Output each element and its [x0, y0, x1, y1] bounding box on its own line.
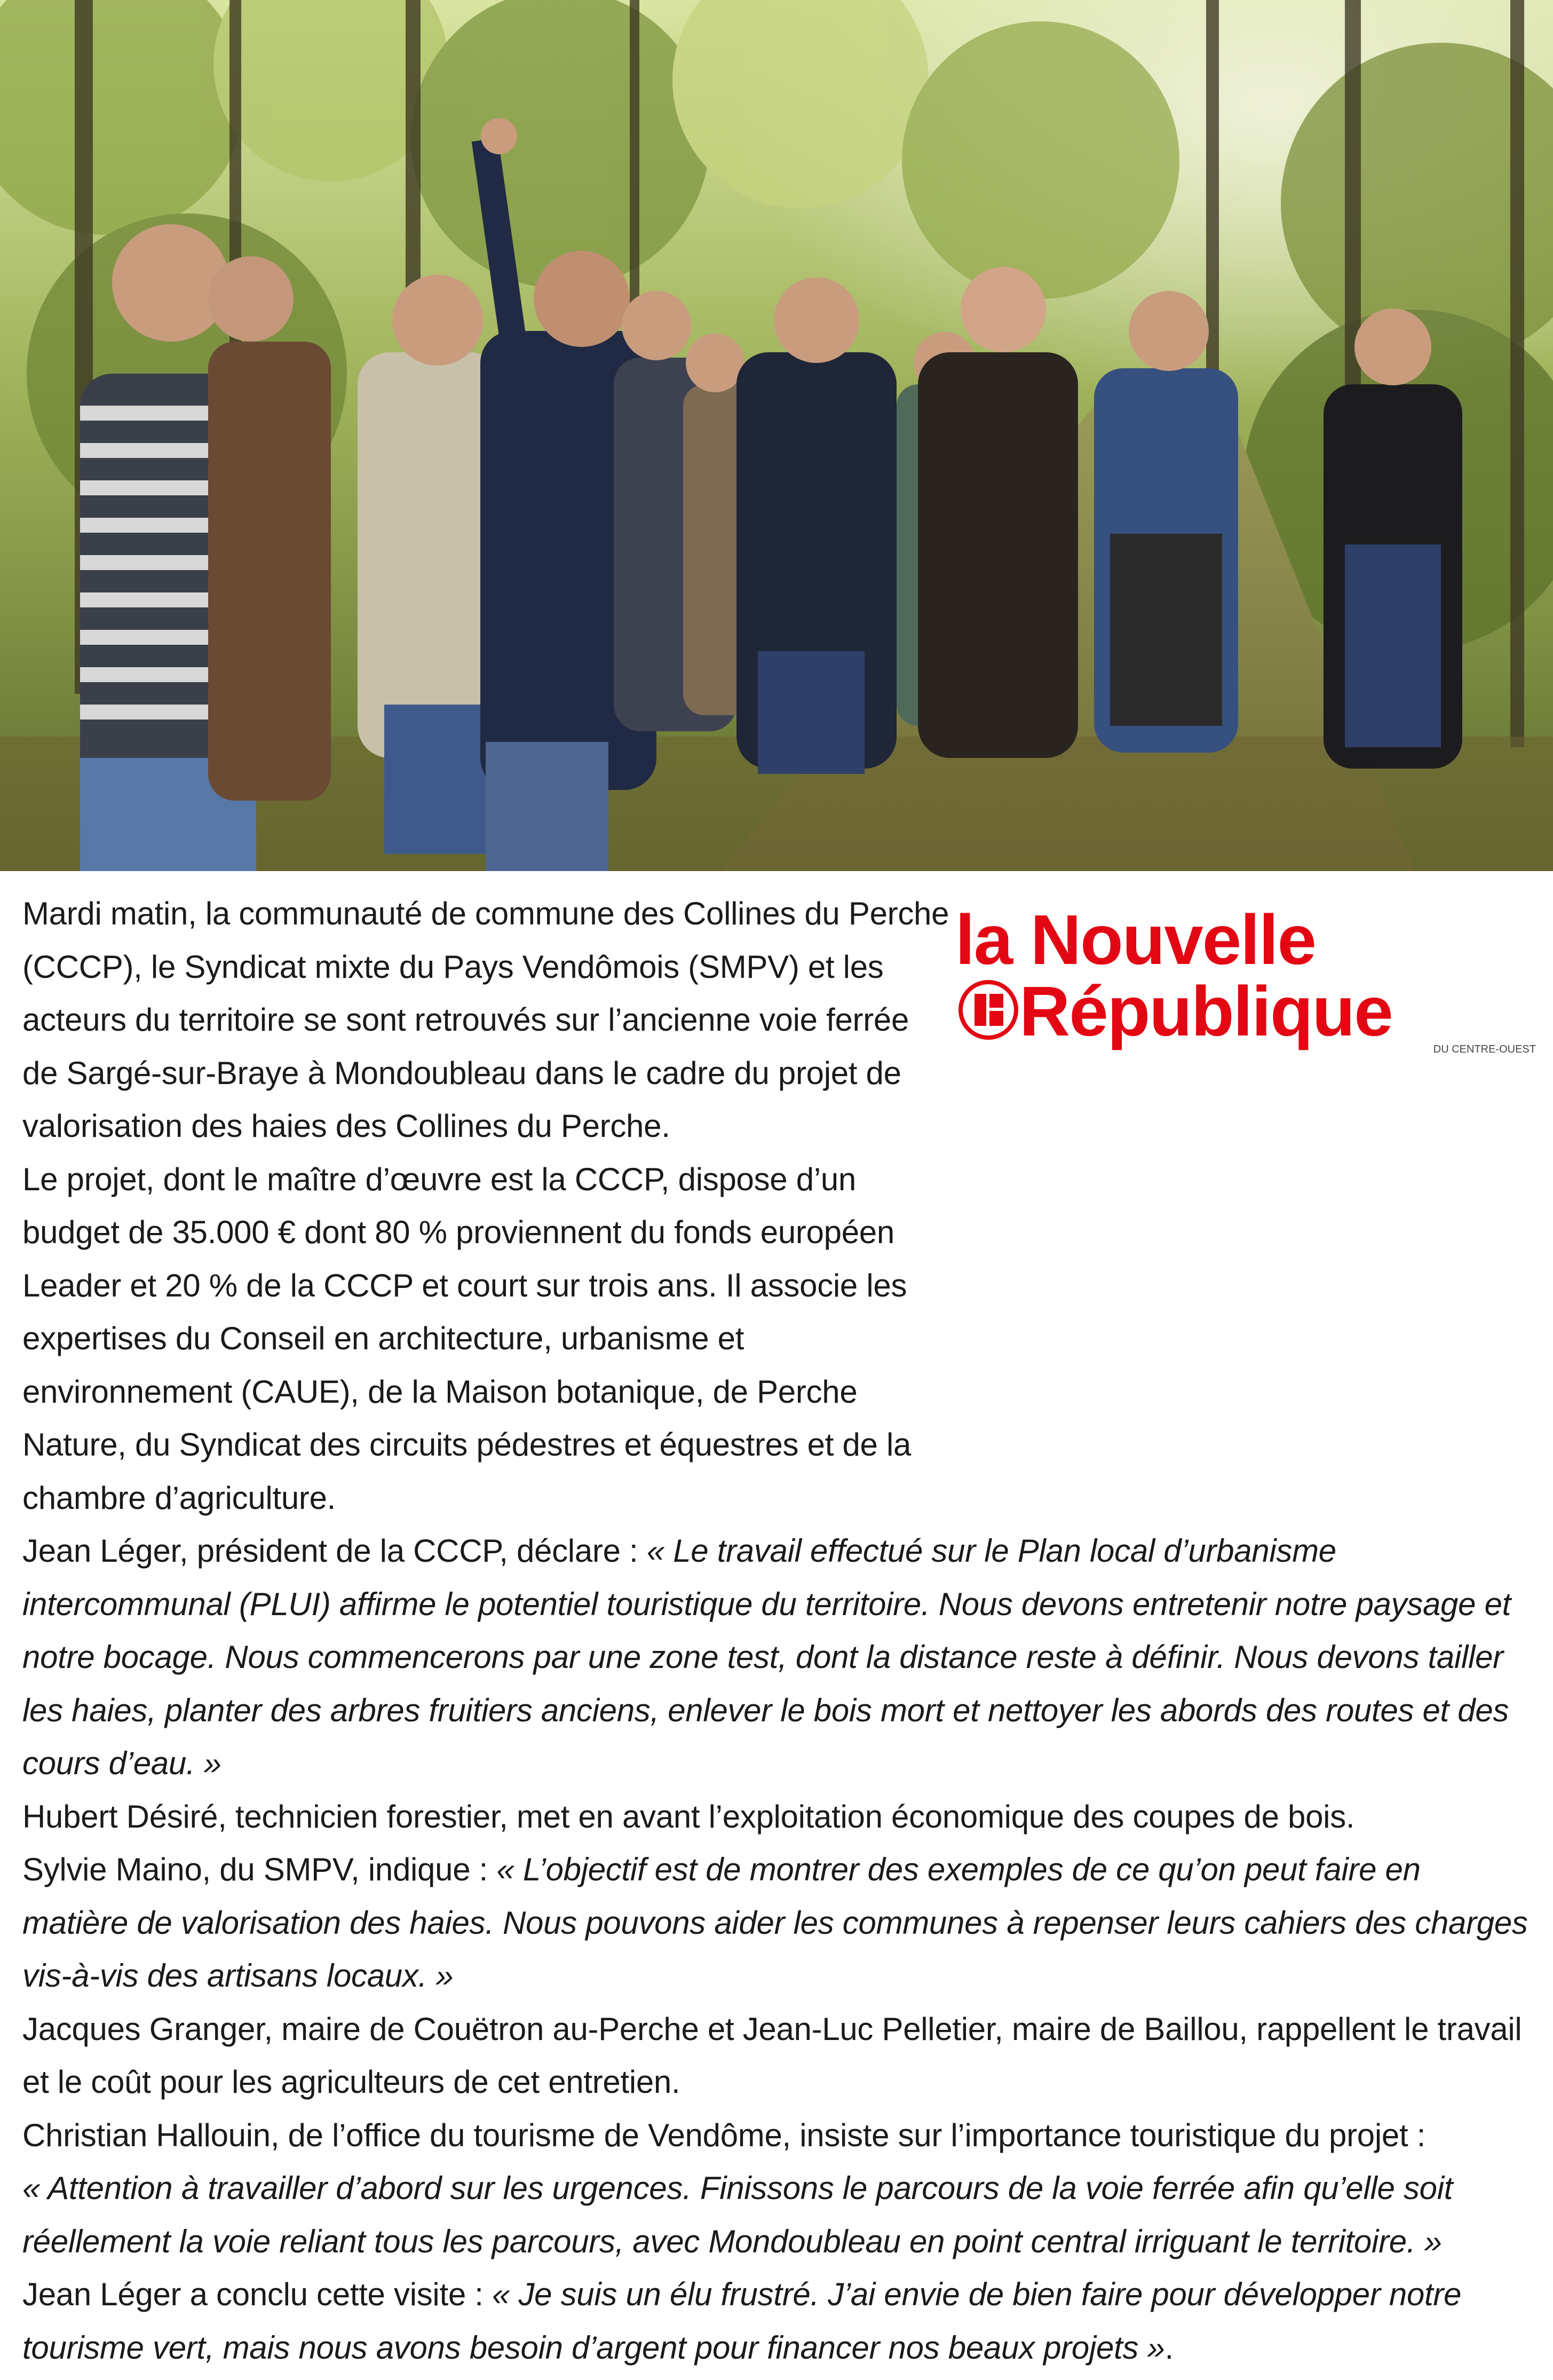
speaker-intro: Jean Léger, président de la CCCP, déclare : — [22, 1533, 647, 1569]
speaker-intro: Christian Hallouin, de l’office du tourisme de Vendôme, insiste sur l’importance touristique du projet : — [22, 2117, 1426, 2153]
logo-line2: République — [1019, 972, 1392, 1050]
paragraph-budget: Le projet, dont le maître d’œuvre est la CCCP, dispose d’un budget de 35.000 € dont 80 % proviennent du fonds européen Leader et 20 % de la CCCP et court sur trois ans. Il associe les expertises du Conseil en architecture, urbanisme et environnement (CAUE), de la Maison botanique, de Perche Nature, du Syndicat des circuits pédestres et équestres et de la chambre d’agriculture. — [22, 1161, 912, 1516]
closing-punctuation: . — [1164, 2329, 1174, 2366]
logo-subline: DU CENTRE-OUEST — [1433, 1043, 1536, 1055]
speaker-intro: Jean Léger a conclu cette visite : — [22, 2276, 493, 2312]
paragraph-conclusion — [22, 2268, 1533, 2374]
paragraph-jean-leger — [22, 1524, 1533, 1790]
paragraph-christian-hallouin — [22, 2109, 1533, 2268]
quote: « Attention à travailler d’abord sur les urgences. Finissons le parcours de la voie ferrée afin qu’elle soit réellement la voie reliant tous les parcours, avec Mondoubleau en point central irriguant le territoire. » — [22, 2170, 1453, 2259]
paragraph-mayors: Jacques Granger, maire de Couëtron au-Perche et Jean-Luc Pelletier, maire de Baillou, rappellent le travail et le coût pour les agriculteurs de cet entretien. — [22, 2011, 1522, 2100]
article-body — [22, 887, 1533, 2374]
logo-line1: la Nouvelle — [955, 901, 1316, 979]
quote: « Je suis un élu frustré. J’ai envie de bien faire pour développer notre tourisme vert, mais nous avons besoin d’argent pour financer nos beaux projets » — [22, 2276, 1462, 2366]
paragraph-hubert-desire: Hubert Désiré, technicien forestier, met en avant l’exploitation économique des coupes de bois. — [22, 1798, 1355, 1835]
article-photo — [0, 0, 1553, 871]
quote: « L’objectif est de montrer des exemples de ce qu’on peut faire en matière de valorisation des haies. Nous pouvons aider les communes à repenser leurs cahiers des charges vis-à-vis des artisans locaux. » — [22, 1852, 1528, 1994]
paragraph-intro: Mardi matin, la communauté de commune des Collines du Perche (CCCP), le Syndicat mixte du Pays Vendômois (SMPV) et les acteurs du territoire se sont retrouvés sur l’ancienne voie ferrée de Sargé-sur-Braye à Mondoubleau dans le cadre du projet de valorisation des haies des Collines du Perche. — [22, 896, 949, 1144]
paragraph-sylvie-maino — [22, 1843, 1533, 2003]
quote: « Le travail effectué sur le Plan local d’urbanisme intercommunal (PLUI) affirme le potentiel touristique du territoire. Nous devons entretenir notre paysage et notre bocage. Nous commencerons par une zone test, dont la distance reste à définir. Nous devons tailler les haies, planter des arbres fruitiers anciens, enlever le bois mort et nettoyer les abords des routes et des cours d’eau. » — [22, 1533, 1511, 1781]
speaker-intro: Sylvie Maino, du SMPV, indique : — [22, 1852, 497, 1887]
